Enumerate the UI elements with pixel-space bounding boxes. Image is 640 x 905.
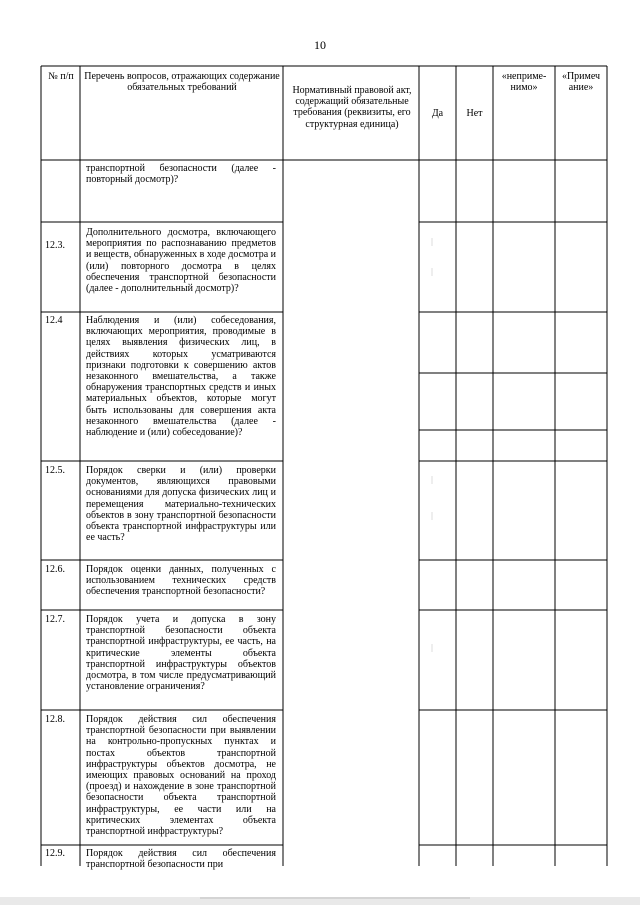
question-text: Порядок сверки и (или) проверки документов, являющихся правовыми основаниями для допуска физических лиц и перемещения материально-технических объектов в зону транспортной безопасности объекта транспортной инфраструктуры или ее часть? [86, 465, 276, 544]
row-number: 12.6. [45, 564, 65, 575]
header-not-applicable: «неприме-нимо» [501, 71, 547, 94]
row-number: 12.7. [45, 614, 65, 625]
header-number: № п/п [48, 71, 74, 82]
question-text: Порядок действия сил обеспечения транспортной безопасности при выявлении на контрольно-пропускных пунктах и постах объектов транспортной инфраструктуры объектов досмотра, не имеющих правовых оснований на проход (проезд) и нахождение в зоне транспортной безопасности объекта транспортной инфраструктуры, ее части или на критических элементах объекта транспортной инфраструктуры? [86, 714, 276, 838]
question-text: Порядок оценки данных, полученных с использованием технических средств обеспечения транспортной безопасности? [86, 564, 276, 598]
header-no: Нет [466, 108, 483, 119]
header-normative-act: Нормативный правовой акт, содержащий обязательные требования (реквизиты, его структурная единица) [292, 85, 412, 130]
question-text: Порядок учета и допуска в зону транспортной безопасности объекта транспортной инфраструктуры, ее часть, на критические элементы объекта транспортной инфраструктуры объектов досмотра, в том числе предусматривающий установление ограничения? [86, 614, 276, 693]
row-number: 12.4 [45, 315, 63, 326]
row-number: 12.5. [45, 465, 65, 476]
row-number: 12.8. [45, 714, 65, 725]
question-text: Дополнительного досмотра, включающего мероприятия по распознаванию предметов и веществ, обнаруженных в ходе досмотра и (или) повторного досмотра в целях обеспечения транспортной безопасности (далее - дополнительный досмотр)? [86, 227, 276, 295]
header-questions: Перечень вопросов, отражающих содержание обязательных требований [84, 71, 280, 94]
question-text: транспортной безопасности (далее - повторный досмотр)? [86, 163, 276, 186]
header-note: «Примеч ание» [561, 71, 601, 94]
question-text: Порядок действия сил обеспечения транспортной безопасности при [86, 848, 276, 871]
header-yes: Да [431, 108, 444, 119]
row-number: 12.9. [45, 848, 65, 859]
row-number: 12.3. [45, 240, 65, 251]
question-text: Наблюдения и (или) собеседования, включающих мероприятия, проводимые в целях выявления физических лиц, в действиях которых усматриваются признаки подготовки к совершению актов незаконного вмешательства, а также обнаружения транспортных средств и иных материальных объектов, которые могут быть использованы для совершения акта незаконного вмешательства (далее - наблюдение и (или) собеседование)? [86, 315, 276, 439]
page-number: 10 [314, 38, 326, 52]
